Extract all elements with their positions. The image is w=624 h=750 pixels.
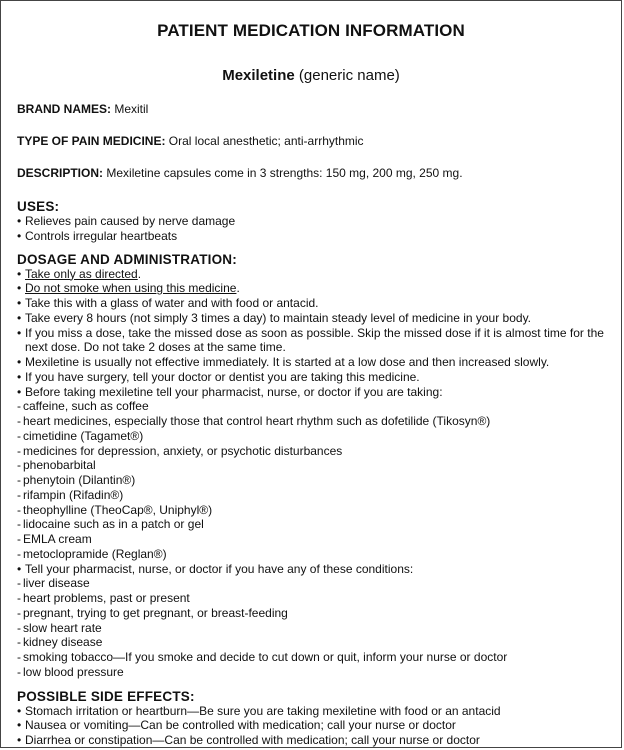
list-item: • Nausea or vomiting—Can be controlled with medication; call your nurse or doctor	[17, 718, 456, 733]
list-item: • Controls irregular heartbeats	[17, 228, 178, 243]
sub-list-item: - medicines for depression, anxiety, or psychotic disturbances	[17, 443, 343, 458]
list-item: • Before taking mexiletine tell your pharmacist, nurse, or doctor if you are taking:	[17, 384, 443, 399]
generic-note: (generic name)	[298, 67, 400, 84]
sub-list-item: - slow heart rate	[17, 620, 102, 635]
sub-list-item: - caffeine, such as coffee	[17, 399, 149, 414]
brand-names-value: Mexitil	[114, 102, 149, 116]
sub-list-item: - rifampin (Rifadin®)	[17, 487, 124, 502]
sub-list-item: - heart medicines, especially those that control heart rhythm such as dofetilide (Tikosyn®)	[17, 414, 491, 428]
list-item: • Do not smoke when using this medicine.	[17, 281, 240, 296]
sub-list-item: - kidney disease	[17, 635, 103, 650]
description-value: Mexiletine capsules come in 3 strengths: 150 mg, 200 mg, 250 mg.	[106, 166, 463, 180]
sub-list-item: - pregnant, trying to get pregnant, or breast-feeding	[17, 605, 288, 620]
uses-section	[17, 199, 605, 244]
brand-names-field	[17, 102, 605, 117]
sub-list-item: - liver disease	[17, 576, 90, 591]
side-effects-heading: POSSIBLE SIDE EFFECTS:	[17, 688, 195, 704]
brand-names-label: BRAND NAMES:	[17, 102, 111, 116]
list-item: • Take only as directed.	[17, 266, 142, 281]
sub-list-item: - heart problems, past or present	[17, 591, 190, 605]
description-label: DESCRIPTION:	[17, 166, 104, 180]
list-item: • Tell your pharmacist, nurse, or doctor if you have any of these conditions:	[17, 561, 414, 576]
page-title: PATIENT MEDICATION INFORMATION	[157, 21, 465, 40]
list-item: • If you have surgery, tell your doctor or dentist you are taking this medicine.	[17, 369, 420, 384]
drug-heading	[17, 67, 605, 84]
uses-heading: USES:	[17, 199, 60, 214]
list-item: • Mexiletine is usually not effective immediately. It is started at a low dose and then increased slowly.	[17, 355, 550, 369]
sub-list-item: - phenobarbital	[17, 458, 96, 473]
sub-list-item: - theophylline (TheoCap®, Uniphyl®)	[17, 502, 213, 517]
medicine-type-value: Oral local anesthetic; anti-arrhythmic	[168, 134, 364, 148]
list-item: • If you miss a dose, take the missed dose as soon as possible. Skip the missed dose if it is almost time for the next dose. Do not take 2 doses at the same time.	[17, 325, 604, 355]
sub-list-item: - lidocaine such as in a patch or gel	[17, 517, 204, 532]
sub-list-item: - EMLA cream	[17, 532, 92, 546]
drug-name: Mexiletine	[222, 67, 295, 84]
sub-list-item: - low blood pressure	[17, 664, 124, 679]
list-item: • Relieves pain caused by nerve damage	[17, 214, 236, 228]
sub-list-item: - phenytoin (Dilantin®)	[17, 473, 136, 487]
sub-list-item: - cimetidine (Tagamet®)	[17, 428, 144, 443]
dosage-section	[17, 252, 605, 680]
description-field	[17, 166, 605, 181]
dosage-heading: DOSAGE AND ADMINISTRATION:	[17, 251, 237, 267]
sub-list-item: - metoclopramide (Reglan®)	[17, 546, 167, 561]
medicine-type-field	[17, 134, 605, 149]
list-item: • Take this with a glass of water and with food or antacid.	[17, 296, 319, 310]
list-item: • Diarrhea or constipation—Can be controlled with medication; call your nurse or doctor	[17, 733, 480, 747]
list-item: • Stomach irritation or heartburn—Be sure you are taking mexiletine with food or an antacid	[17, 703, 501, 718]
side-effects-section	[17, 689, 605, 748]
sub-list-item: - smoking tobacco—If you smoke and decide to cut down or quit, inform your nurse or doctor	[17, 650, 508, 664]
medicine-type-label: TYPE OF PAIN MEDICINE:	[17, 134, 166, 148]
list-item: • Take every 8 hours (not simply 3 times a day) to maintain steady level of medicine in your body.	[17, 310, 532, 325]
